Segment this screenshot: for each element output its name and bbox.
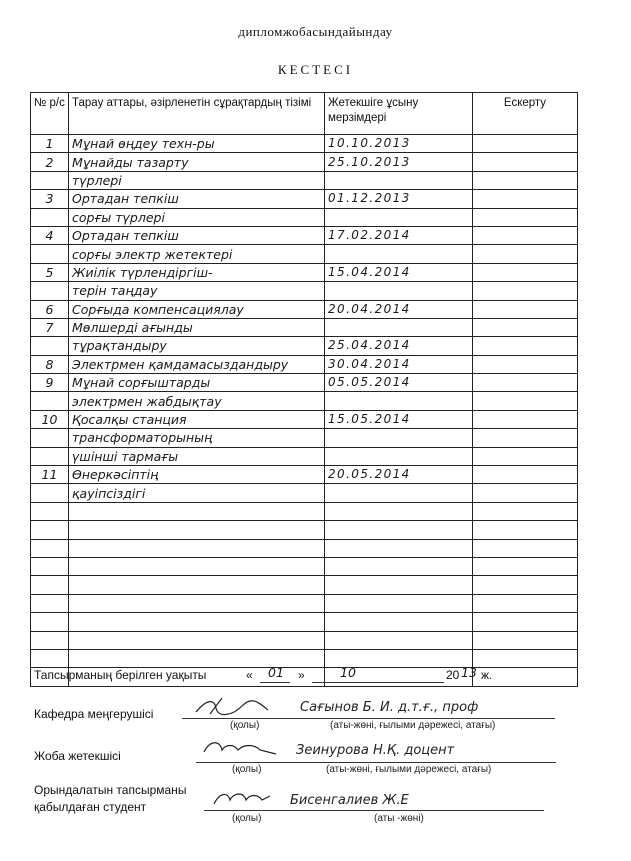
table-row [31, 300, 578, 318]
table-row [31, 410, 578, 428]
row-number [31, 245, 69, 263]
row-note [473, 576, 578, 594]
table-row [31, 594, 578, 612]
row-note [473, 410, 578, 428]
table-row [31, 245, 578, 263]
row-note [473, 245, 578, 263]
row-number: 4 [31, 226, 69, 244]
table-row [31, 171, 578, 189]
col-number-header: № р/с [31, 93, 69, 135]
row-deadline [325, 282, 473, 300]
table-row [31, 135, 578, 153]
row-note [473, 282, 578, 300]
table-row [31, 355, 578, 373]
student-signature-mark [210, 786, 274, 812]
row-number: 9 [31, 374, 69, 392]
row-number [31, 429, 69, 447]
row-topic: трансформаторының [69, 429, 325, 447]
row-number: 7 [31, 318, 69, 336]
row-deadline [325, 576, 473, 594]
row-deadline: 15.05.2014 [325, 410, 473, 428]
row-number: 10 [31, 410, 69, 428]
student-label-1: Орындалатын тапсырманы [34, 783, 187, 797]
row-deadline [325, 539, 473, 557]
row-note [473, 594, 578, 612]
row-deadline: 20.05.2014 [325, 466, 473, 484]
table-row [31, 502, 578, 520]
row-note [473, 153, 578, 171]
col-deadline-header: Жетекшіге ұсыну мерзімдері [325, 93, 473, 135]
row-number [31, 576, 69, 594]
table-header-row [31, 93, 578, 135]
row-note [473, 190, 578, 208]
row-number: 6 [31, 300, 69, 318]
row-topic [69, 631, 325, 649]
row-note [473, 263, 578, 281]
row-deadline: 17.02.2014 [325, 226, 473, 244]
table-row [31, 374, 578, 392]
table-body [31, 135, 578, 687]
row-number: 2 [31, 153, 69, 171]
supervisor-caption-full: (аты-жөні, ғылыми дәрежесі, атағы) [326, 764, 492, 775]
row-number [31, 392, 69, 410]
row-topic: Мұнайды тазарту [69, 153, 325, 171]
row-note [473, 649, 578, 667]
supervisor-line [196, 762, 556, 763]
row-number: 11 [31, 466, 69, 484]
row-number [31, 539, 69, 557]
head-label: Кафедра меңгерушісі [34, 707, 154, 721]
row-topic: Өнеркәсіптің [69, 466, 325, 484]
row-number [31, 208, 69, 226]
row-note [473, 226, 578, 244]
row-topic: Жиілік түрлендіргіш- [69, 263, 325, 281]
issued-year-suffix: 13 [461, 665, 477, 680]
row-note [473, 521, 578, 539]
row-topic [69, 649, 325, 667]
table-row [31, 484, 578, 502]
issued-month: 10 [340, 665, 356, 680]
issued-quote-open: « [246, 668, 253, 682]
table-row [31, 429, 578, 447]
row-deadline: 15.04.2014 [325, 263, 473, 281]
row-topic: Ортадан тепкіш [69, 226, 325, 244]
issued-label: Тапсырманың берілген уақыты [34, 668, 207, 682]
row-deadline [325, 631, 473, 649]
document-title: КЕСТЕСІ [277, 62, 354, 77]
student-line [204, 810, 544, 811]
row-deadline [325, 594, 473, 612]
row-number [31, 484, 69, 502]
row-topic: электрмен жабдықтау [69, 392, 325, 410]
row-deadline [325, 171, 473, 189]
row-deadline [325, 502, 473, 520]
row-number [31, 502, 69, 520]
row-note [473, 337, 578, 355]
table-row [31, 226, 578, 244]
row-topic: Ортадан тепкіш [69, 190, 325, 208]
row-topic [69, 594, 325, 612]
col-note-header: Ескерту [473, 93, 578, 135]
table-row [31, 190, 578, 208]
row-topic: сорғы электр жетектері [69, 245, 325, 263]
row-number [31, 613, 69, 631]
row-topic [69, 539, 325, 557]
row-note [473, 300, 578, 318]
row-number [31, 447, 69, 465]
row-note [473, 502, 578, 520]
table-row [31, 447, 578, 465]
supervisor-caption-sign: (қолы) [232, 764, 262, 775]
row-number [31, 521, 69, 539]
row-topic: тұрақтандыру [69, 337, 325, 355]
row-deadline [325, 557, 473, 575]
table-row [31, 263, 578, 281]
row-deadline: 30.04.2014 [325, 355, 473, 373]
row-deadline: 05.05.2014 [325, 374, 473, 392]
head-line [182, 718, 555, 719]
table-row [31, 318, 578, 336]
row-topic [69, 576, 325, 594]
row-topic: Мұнай өңдеу техн-ры [69, 135, 325, 153]
row-deadline [325, 245, 473, 263]
row-note [473, 557, 578, 575]
row-deadline [325, 208, 473, 226]
student-name: Бисенгалиев Ж.Е [290, 793, 409, 808]
supervisor-name: Зеинурова Н.Қ. доцент [296, 743, 455, 758]
row-number [31, 337, 69, 355]
row-note [473, 392, 578, 410]
row-topic: Электрмен қамдамасыздандыру [69, 355, 325, 373]
row-topic [69, 557, 325, 575]
row-note [473, 429, 578, 447]
row-deadline [325, 447, 473, 465]
row-topic: сорғы түрлері [69, 208, 325, 226]
row-number: 5 [31, 263, 69, 281]
row-number: 1 [31, 135, 69, 153]
table-row [31, 521, 578, 539]
row-deadline: 20.04.2014 [325, 300, 473, 318]
row-topic: Сорғыда компенсациялау [69, 300, 325, 318]
issued-quote-close: » [298, 668, 305, 682]
issued-month-line [312, 682, 444, 683]
row-note [473, 539, 578, 557]
issued-day-line [260, 682, 290, 683]
row-number [31, 594, 69, 612]
student-caption-name: (аты -жөні) [374, 813, 424, 824]
row-note [473, 171, 578, 189]
row-note [473, 613, 578, 631]
head-caption-sign: (қолы) [230, 720, 260, 731]
issued-year-unit: ж. [481, 668, 493, 682]
col-topic-header: Тарау аттары, әзірленетін сұрақтардың тізімі [69, 93, 325, 135]
row-topic [69, 521, 325, 539]
head-caption-full: (аты-жөні, ғылыми дәрежесі, атағы) [330, 720, 496, 731]
schedule-table [30, 92, 578, 687]
table-row [31, 282, 578, 300]
row-deadline [325, 521, 473, 539]
table-row [31, 576, 578, 594]
table-row [31, 208, 578, 226]
head-name: Сағынов Б. И. д.т.ғ., проф [300, 700, 479, 715]
row-topic [69, 502, 325, 520]
row-note [473, 208, 578, 226]
row-number: 8 [31, 355, 69, 373]
row-number: 3 [31, 190, 69, 208]
row-number [31, 649, 69, 667]
row-note [473, 135, 578, 153]
row-topic: қауіпсіздігі [69, 484, 325, 502]
row-note [473, 631, 578, 649]
row-deadline: 25.04.2014 [325, 337, 473, 355]
row-note [473, 355, 578, 373]
row-deadline: 10.10.2013 [325, 135, 473, 153]
row-number [31, 282, 69, 300]
row-topic [69, 613, 325, 631]
student-caption-sign: (қолы) [232, 813, 262, 824]
row-deadline: 01.12.2013 [325, 190, 473, 208]
row-number [31, 557, 69, 575]
row-deadline: 25.10.2013 [325, 153, 473, 171]
row-deadline [325, 484, 473, 502]
document-subtitle [0, 24, 631, 40]
issued-year-prefix: 20 [446, 668, 460, 682]
subtitle-text: дипломжобасындайындау [238, 24, 393, 39]
row-number [31, 631, 69, 649]
table-row [31, 392, 578, 410]
row-topic: түрлері [69, 171, 325, 189]
row-number [31, 171, 69, 189]
table-row [31, 557, 578, 575]
row-note [473, 374, 578, 392]
row-deadline [325, 613, 473, 631]
supervisor-label: Жоба жетекшісі [34, 749, 121, 763]
row-note [473, 484, 578, 502]
row-note [473, 466, 578, 484]
table-row [31, 631, 578, 649]
table-row [31, 649, 578, 667]
student-label-2: қабылдаған студент [34, 800, 147, 814]
table-row [31, 153, 578, 171]
table-row [31, 539, 578, 557]
row-deadline [325, 392, 473, 410]
issued-day: 01 [268, 665, 284, 680]
row-topic: терін таңдау [69, 282, 325, 300]
row-deadline [325, 318, 473, 336]
table-row [31, 613, 578, 631]
table-row [31, 337, 578, 355]
row-deadline [325, 429, 473, 447]
row-topic: Қосалқы станция [69, 410, 325, 428]
row-topic: Мұнай сорғыштарды [69, 374, 325, 392]
row-topic: Мөлшерді ағынды [69, 318, 325, 336]
row-topic: үшінші тармағы [69, 447, 325, 465]
supervisor-signature-mark [200, 736, 280, 762]
row-note [473, 447, 578, 465]
row-note [473, 318, 578, 336]
table-row [31, 466, 578, 484]
